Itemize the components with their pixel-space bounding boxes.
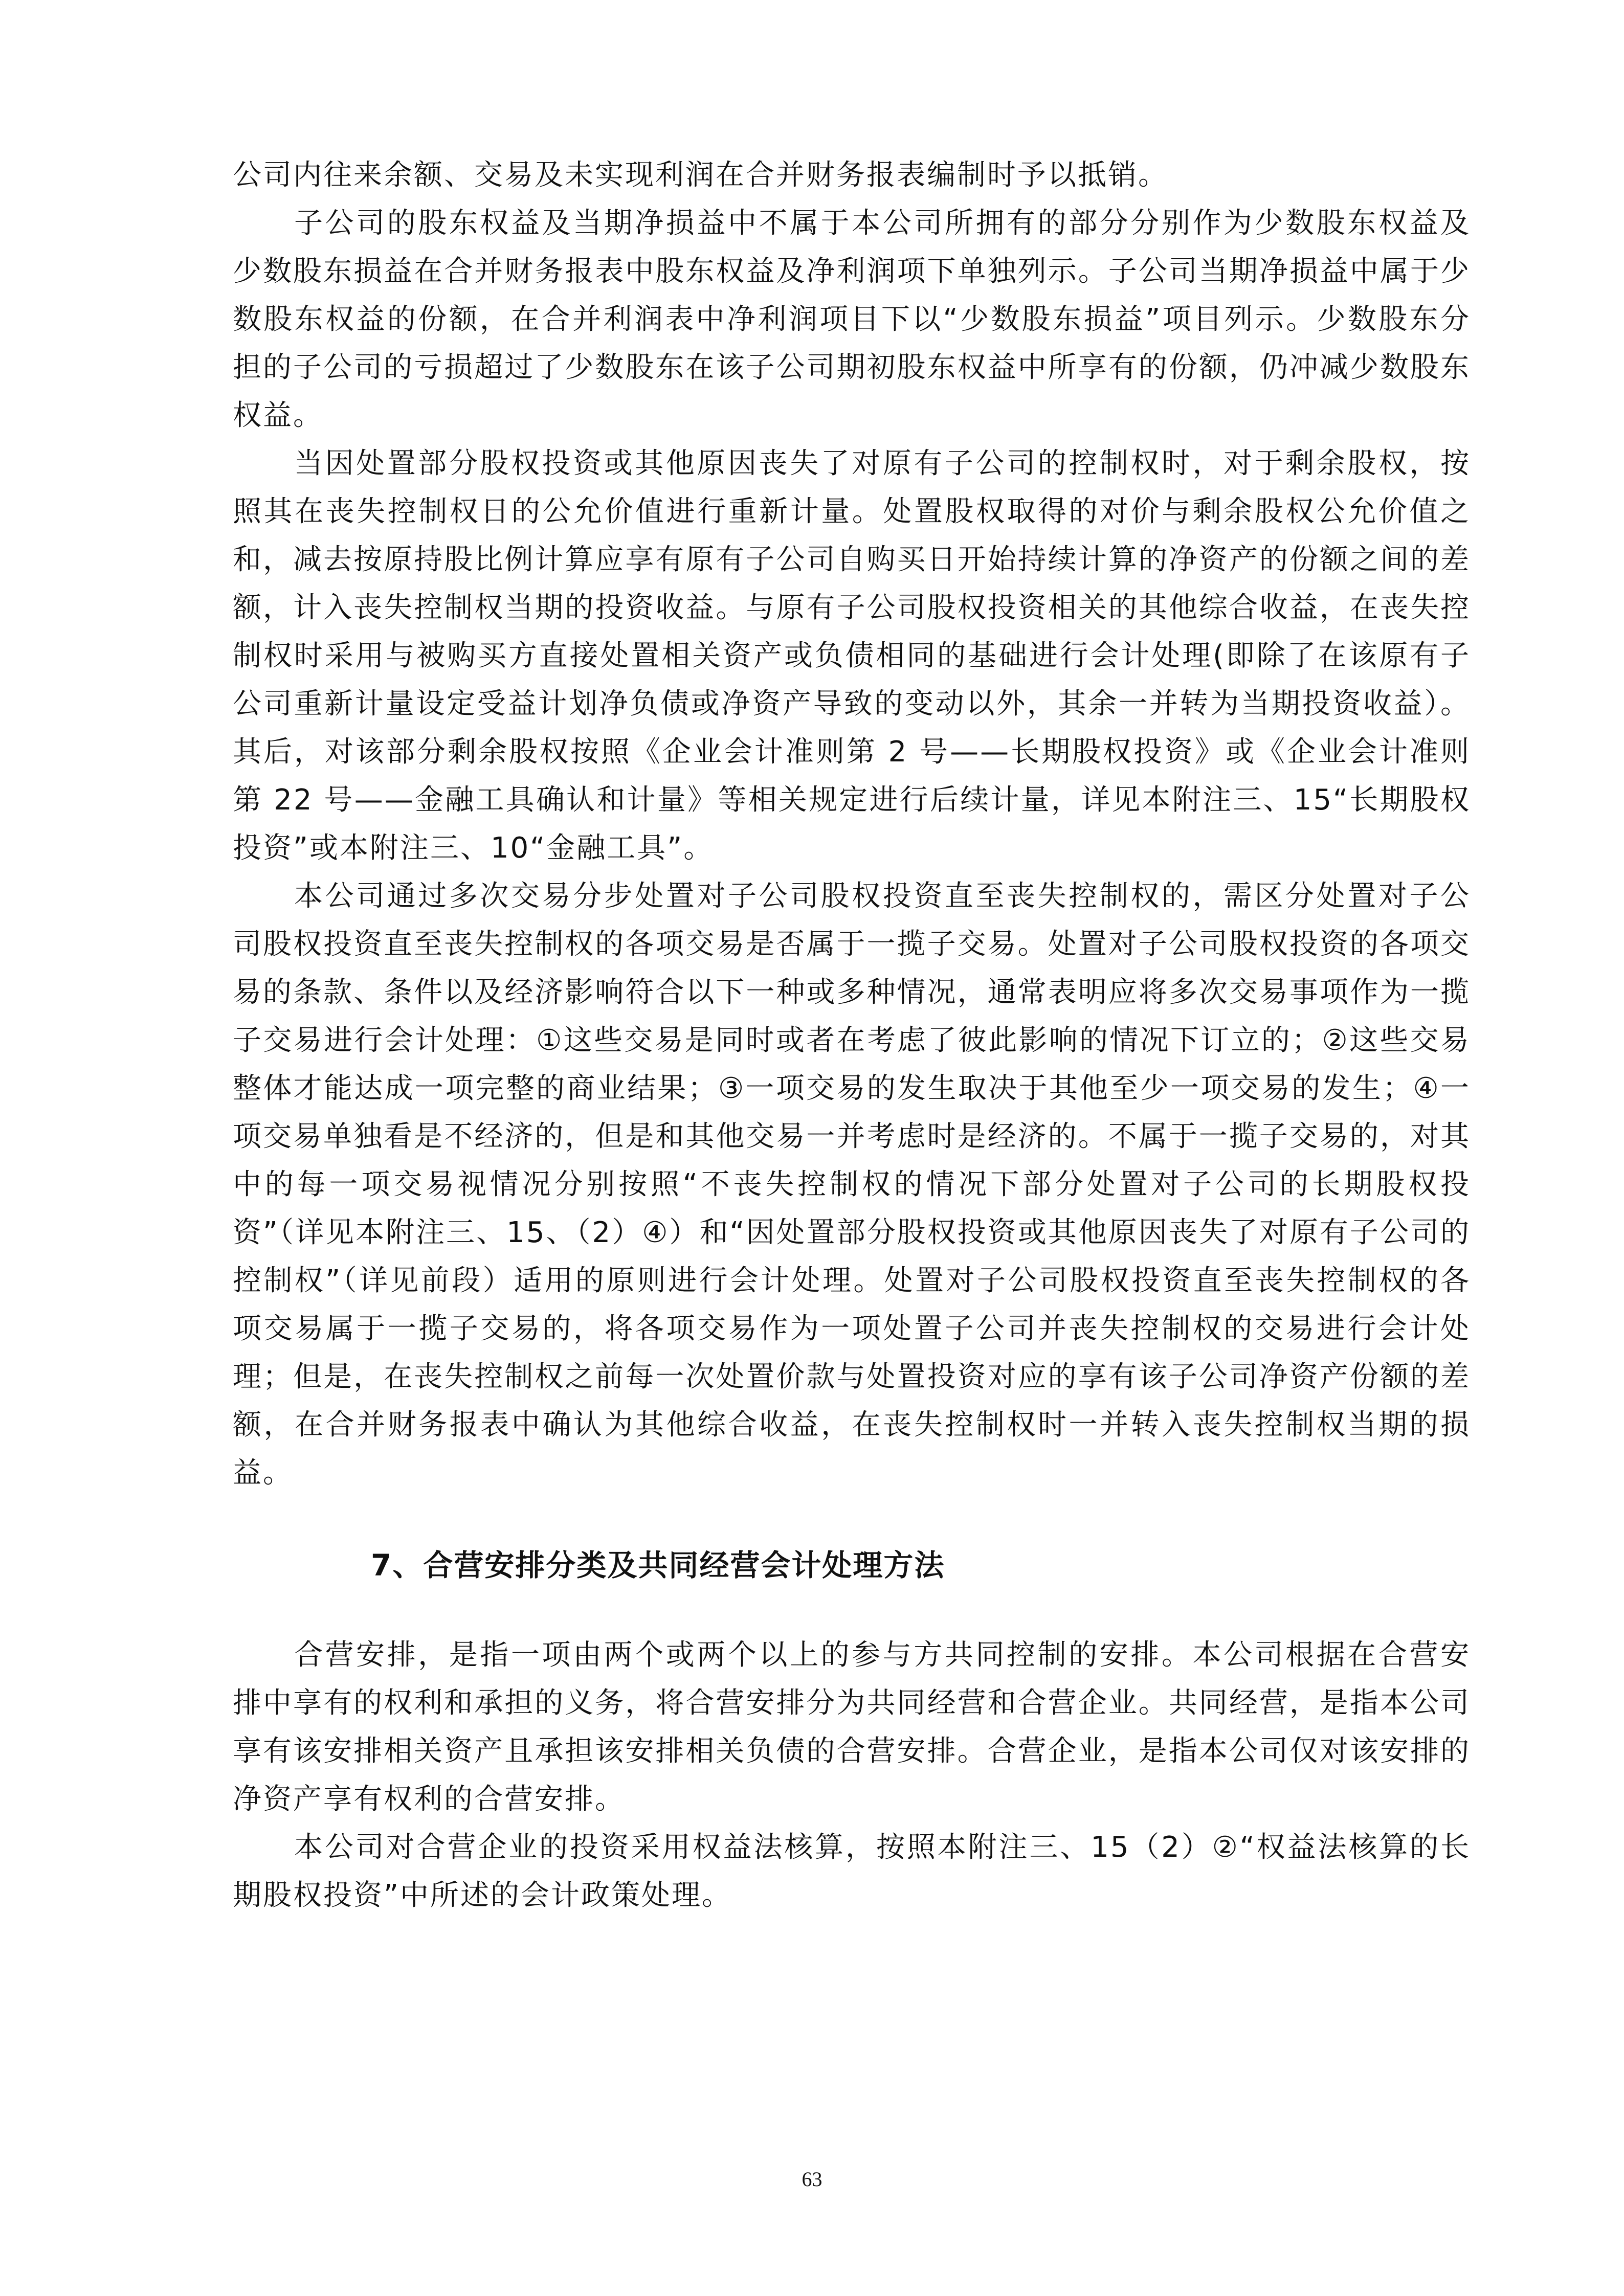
paragraph-joint-arrangement-definition: 合营安排，是指一项由两个或两个以上的参与方共同控制的安排。本公司根据在合营安排中享有的权利和承担的义务，将合营安排分为共同经营和合营企业。共同经营，是指本公司享有该安排相关资产且承担该安排相关负债的合营安排。合营企业，是指本公司仅对该安排的净资产享有权利的合营安排。 bbox=[233, 1638, 1471, 1816]
page-number: 63 bbox=[802, 2168, 822, 2191]
paragraph-minority-interest: 子公司的股东权益及当期净损益中不属于本公司所拥有的部分分别作为少数股东权益及少数股东损益在合并财务报表中股东权益及净利润项下单独列示。子公司当期净损益中属于少数股东权益的份额，在合并利润表中净利润项目下以“少数股东损益”项目列示。少数股东分担的子公司的亏损超过了少数股东在该子公司期初股东权益中所享有的份额，仍冲减少数股东权益。 bbox=[233, 207, 1471, 432]
paragraph-loss-of-control: 当因处置部分股权投资或其他原因丧失了对原有子公司的控制权时，对于剩余股权，按照其在丧失控制权日的公允价值进行重新计量。处置股权取得的对价与剩余股权公允价值之和，减去按原持股比例计算应享有原有子公司自购买日开始持续计算的净资产的份额之间的差额，计入丧失控制权当期的投资收益。与原有子公司股权投资相关的其他综合收益，在丧失控制权时采用与被购买方直接处置相关资产或负债相同的基础进行会计处理(即除了在该原有子公司重新计量设定受益计划净负债或净资产导致的变动以外，其余一并转为当期投资收益）。其后，对该部分剩余股权按照《企业会计准则第 2 号——长期股权投资》或《企业会计准则第 22 号——金融工具确认和计量》等相关规定进行后续计量，详见本附注三、15“长期股权投资”或本附注三、10“金融工具”。 bbox=[233, 447, 1471, 865]
paragraph-continuation: 公司内往来余额、交易及未实现利润在合并财务报表编制时予以抵销。 bbox=[233, 159, 1168, 192]
paragraph-stepwise-disposal: 本公司通过多次交易分步处置对子公司股权投资直至丧失控制权的，需区分处置对子公司股权投资直至丧失控制权的各项交易是否属于一揽子交易。处置对子公司股权投资的各项交易的条款、条件以及经济影响符合以下一种或多种情况，通常表明应将多次交易事项作为一揽子交易进行会计处理：①这些交易是同时或者在考虑了彼此影响的情况下订立的；②这些交易整体才能达成一项完整的商业结果；③一项交易的发生取决于其他至少一项交易的发生；④一项交易单独看是不经济的，但是和其他交易一并考虑时是经济的。不属于一揽子交易的，对其中的每一项交易视情况分别按照“不丧失控制权的情况下部分处置对子公司的长期股权投资”（详见本附注三、15、（2）④）和“因处置部分股权投资或其他原因丧失了对原有子公司的控制权”（详见前段）适用的原则进行会计处理。处置对子公司股权投资直至丧失控制权的各项交易属于一揽子交易的，将各项交易作为一项处置子公司并丧失控制权的交易进行会计处理；但是，在丧失控制权之前每一次处置价款与处置投资对应的享有该子公司净资产份额的差额，在合并财务报表中确认为其他综合收益，在丧失控制权时一并转入丧失控制权当期的损益。 bbox=[233, 880, 1471, 1490]
page-content bbox=[233, 151, 1471, 1920]
paragraph-joint-venture-accounting: 本公司对合营企业的投资采用权益法核算，按照本附注三、15（2）②“权益法核算的长期股权投资”中所述的会计政策处理。 bbox=[233, 1831, 1471, 1912]
section-heading: 7、合营安排分类及共同经营会计处理方法 bbox=[371, 1548, 945, 1583]
